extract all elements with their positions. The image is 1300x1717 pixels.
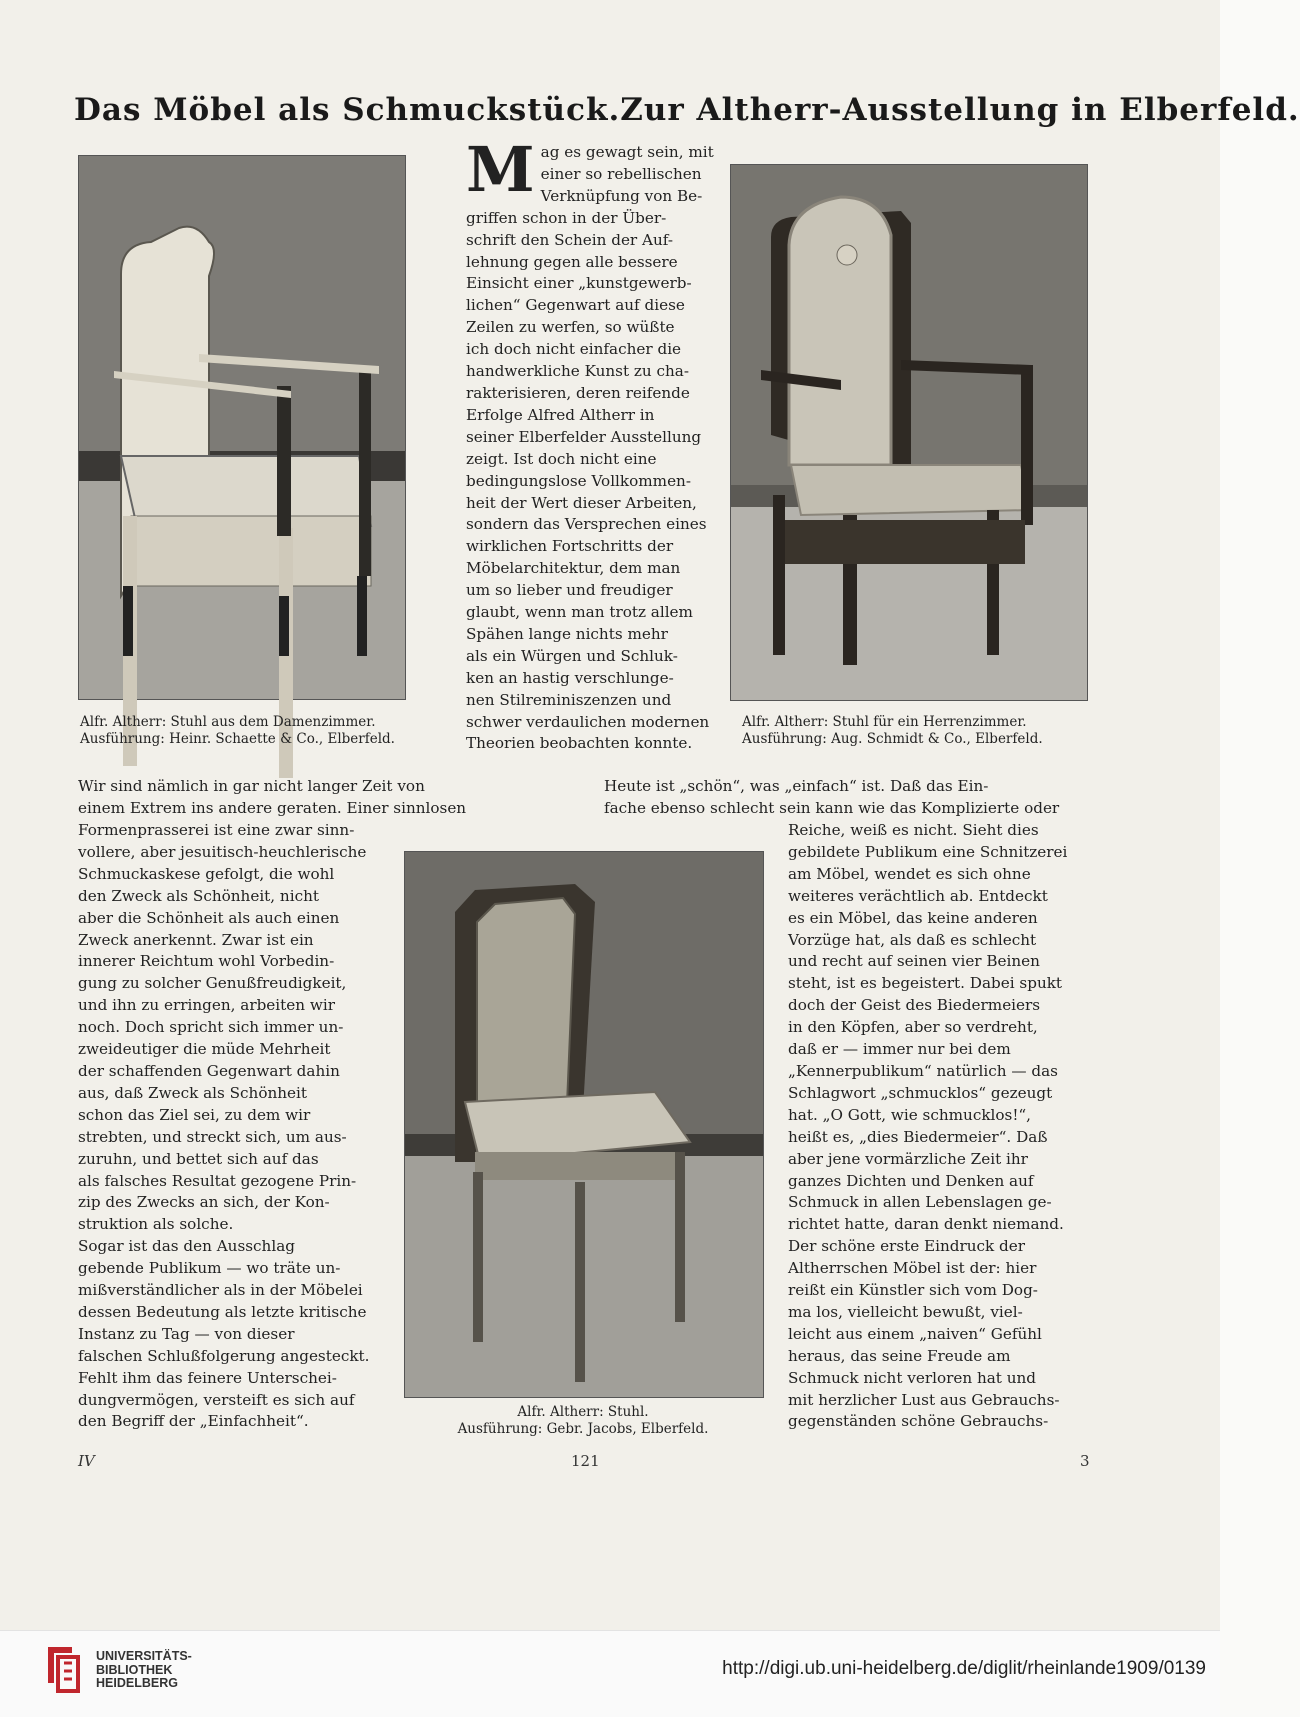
text-line: Schmuck nicht verloren hat und [788,1368,1037,1387]
caption-photo-1: Alfr. Altherr: Stuhl aus dem Damenzimmer. Ausführung: Heinr. Schaette & Co., Elberfeld. [80,714,395,747]
wide-lines-left [78,776,566,820]
intro-line: ag es gewagt sein, mit [540,143,714,161]
text-line: Formenprasserei ist eine zwar sinn- [78,821,355,839]
intro-line: Theorien beobachten konnte. [466,734,693,753]
text-line: Schmuck in allen Lebenslagen ge- [788,1193,1052,1212]
text-line: richtet hatte, daran denkt niemand. [788,1215,1064,1234]
text-line: vollere, aber jesuitisch-heuchlerische [78,842,367,861]
text-line: Reiche, weiß es nicht. Sieht dies [788,821,1039,839]
caption-photo-2: Alfr. Altherr: Stuhl für ein Herrenzimmer. Ausführung: Aug. Schmidt & Co., Elberfeld. [742,714,1043,747]
text-line: innerer Reichtum wohl Vorbedin- [78,952,335,971]
intro-line: schwer verdaulichen modernen [466,712,710,731]
text-line: Heute ist „schön“, was „einfach“ ist. Daß das Ein- [604,777,989,795]
text-line: zweideutiger die müde Mehrheit [78,1040,331,1059]
text-line: als falsches Resultat gezogene Prin- [78,1171,357,1190]
photo-chair [404,851,764,1398]
text-line: struktion als solche. [78,1215,234,1234]
text-line: in den Köpfen, aber so verdreht, [788,1018,1038,1037]
text-line: ma los, vielleicht bewußt, viel- [788,1302,1023,1321]
intro-line: ken an hastig verschlunge- [466,668,674,687]
text-line: dessen Bedeutung als letzte kritische [78,1302,367,1321]
text-line: weiteres verächtlich ab. Entdeckt [788,886,1048,905]
intro-line: Verknüpfung von Be- [540,186,703,205]
photo-chair-damenzimmer [78,155,406,700]
text-line: Vorzüge hat, als daß es schlecht [788,930,1037,949]
page-number: 121 [571,1452,600,1470]
text-line: gegenständen schöne Gebrauchs- [788,1412,1049,1431]
intro-line: bedingungslose Vollkommen- [466,471,691,490]
left-column [78,820,376,1433]
text-line: Instanz zu Tag — von dieser [78,1324,295,1343]
intro-line: seiner Elberfelder Ausstellung [466,427,702,446]
title-left: Das Möbel als Schmuckstück. [74,92,621,128]
text-line: reißt ein Künstler sich vom Dog- [788,1281,1038,1300]
intro-line: Möbelarchitektur, dem man [466,559,681,578]
library-name: UNIVERSITÄTS- BIBLIOTHEK HEIDELBERG [96,1649,192,1690]
intro-line: Zeilen zu werfen, so wüßte [466,318,675,337]
text-line: strebten, und streckt sich, um aus- [78,1127,347,1146]
right-column [788,820,1088,1433]
intro-line: handwerkliche Kunst zu cha- [466,362,689,381]
intro-column [466,133,714,755]
intro-line: als ein Würgen und Schluk- [466,646,678,665]
text-line: fache ebenso schlecht sein kann wie das Komplizierte oder [604,798,1060,817]
source-url[interactable]: http://digi.ub.uni-heidelberg.de/diglit/rheinlande1909/0139 [722,1658,1206,1679]
text-line: falschen Schlußfolgerung angesteckt. [78,1346,370,1365]
text-line: steht, ist es begeistert. Dabei spukt [788,974,1063,993]
text-line: am Möbel, wendet es sich ohne [788,864,1031,883]
caption-photo-3: Alfr. Altherr: Stuhl. Ausführung: Gebr. Jacobs, Elberfeld. [457,1404,709,1437]
text-line: daß er — immer nur bei dem [788,1040,1011,1059]
library-logo-icon [42,1643,84,1695]
text-line: der schaffenden Gegenwart dahin [78,1061,340,1080]
intro-line: ich doch nicht einfacher die [466,340,682,359]
intro-line: nen Stilreminiszenzen und [466,690,672,709]
text-line: Sogar ist das den Ausschlag [78,1237,295,1256]
text-line: aber die Schönheit als auch einen [78,908,340,927]
text-line: dungvermögen, versteift es sich auf [78,1390,355,1409]
intro-line: lichen“ Gegenwart auf diese [466,296,685,315]
text-line: es ein Möbel, das keine anderen [788,908,1038,927]
text-line: schon das Ziel sei, zu dem wir [78,1105,311,1124]
intro-line: sondern das Versprechen eines [466,515,707,534]
text-line: Wir sind nämlich in gar nicht langer Zeit von [78,777,425,795]
intro-line: glaubt, wenn man trotz allem [466,603,693,622]
text-line: heraus, das seine Freude am [788,1346,1011,1365]
text-line: Altherrschen Möbel ist der: hier [788,1259,1037,1278]
text-line: Schlagwort „schmucklos“ gezeugt [788,1083,1053,1102]
text-line: doch der Geist des Biedermeiers [788,996,1041,1015]
photo-chair-herrenzimmer [730,164,1088,701]
intro-line: griffen schon in der Über- [466,208,667,227]
intro-line: um so lieber und freudiger [466,581,673,600]
text-line: Schmuckaskese gefolgt, die wohl [78,864,335,883]
text-line: einem Extrem ins andere geraten. Einer sinnlosen [78,798,467,817]
intro-line: Spähen lange nichts mehr [466,624,668,643]
text-line: Zweck anerkennt. Zwar ist ein [78,930,314,949]
page-title [74,92,1300,128]
text-line: und recht auf seinen vier Beinen [788,952,1040,971]
text-line: und ihn zu erringen, arbeiten wir [78,996,335,1015]
intro-line: schrift den Schein der Auf- [466,230,673,249]
text-line: gung zu solcher Genußfreudigkeit, [78,974,347,993]
text-line: Der schöne erste Eindruck der [788,1237,1026,1256]
intro-line: zeigt. Ist doch nicht eine [466,449,657,468]
text-line: ganzes Dichten und Denken auf [788,1171,1034,1190]
text-line: zip des Zwecks an sich, der Kon- [78,1193,330,1212]
text-line: aber jene vormärzliche Zeit ihr [788,1149,1028,1168]
text-line: heißt es, „dies Biedermeier“. Daß [788,1127,1048,1146]
intro-line: einer so rebellischen [540,164,702,183]
text-line: mit herzlicher Lust aus Gebrauchs- [788,1390,1060,1409]
title-right: Zur Altherr-Ausstellung in Elberfeld. [620,92,1300,128]
text-line: hat. „O Gott, wie schmucklos!“, [788,1105,1032,1124]
text-line: den Zweck als Schönheit, nicht [78,886,319,905]
text-line: „Kennerpublikum“ natürlich — das [788,1061,1058,1080]
text-line: gebende Publikum — wo träte un- [78,1259,341,1278]
text-line: Fehlt ihm das feinere Unterschei- [78,1368,337,1387]
intro-line: rakterisieren, deren reifende [466,383,690,402]
intro-line: heit der Wert dieser Arbeiten, [466,493,697,512]
footer-left: IV [78,1452,95,1470]
intro-line: Erfolge Alfred Altherr in [466,405,655,424]
dropcap: M [466,133,535,206]
intro-line: wirklichen Fortschritts der [466,537,674,556]
text-line: noch. Doch spricht sich immer un- [78,1018,344,1037]
intro-line: lehnung gegen alle bessere [466,252,678,271]
text-line: leicht aus einem „naiven“ Gefühl [788,1324,1042,1343]
footer-right: 3 [1080,1452,1090,1470]
intro-line: Einsicht einer „kunstgewerb- [466,274,692,293]
text-line: mißverständlicher als in der Möbelei [78,1281,363,1300]
text-line: aus, daß Zweck als Schönheit [78,1083,307,1102]
text-line: den Begriff der „Einfachheit“. [78,1412,309,1431]
text-line: gebildete Publikum eine Schnitzerei [788,842,1068,861]
wide-lines-right [604,776,1088,820]
text-line: zuruhn, und bettet sich auf das [78,1149,319,1168]
